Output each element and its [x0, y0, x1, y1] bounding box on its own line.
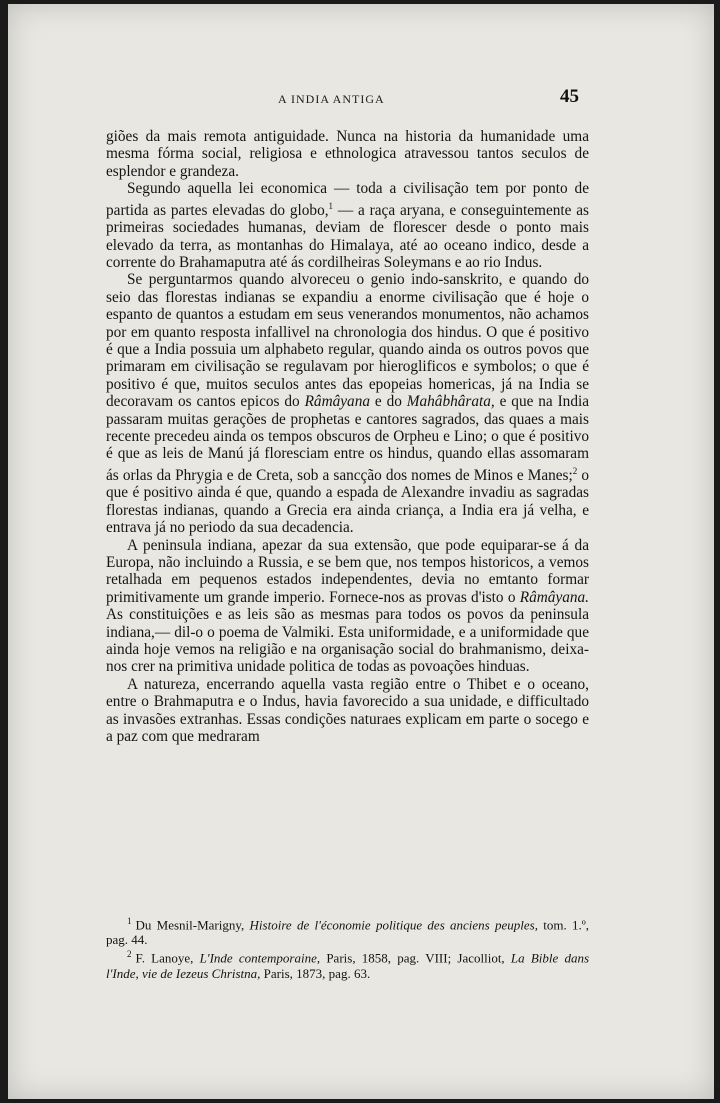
body-text [106, 128, 589, 745]
page-header [8, 86, 714, 114]
page-number: 45 [560, 86, 579, 107]
paragraph-3: Se perguntarmos quando alvoreceu o genio indo-sanskrito, e quando do seio das florestas indianas se expandiu a enorme civilisação que é hoje o espanto de quantos a estudam em seus venerandos monumentos, não achamos por em quanto resposta infallivel na chronologia dos hindus. O que é positivo é que a India possuia um alphabeto regular, quando ainda os outros povos que primaram em civilisação se regulavam por hieroglificos e symbolos; o que é positivo é que, muitos seculos antes das epopeias homericas, já na India se decoravam os cantos epicos do Râmâyana e do Mahâbhârata, e que na India passaram muitas gerações de prophetas e cantores sagrados, das quaes a mais recente precedeu ainda os tempos obscuros de Orpheu e Lino; o que é positivo é que as leis de Manú já floresciam entre os hindus, quando ellas assomaram ás orlas da Phrygia e de Creta, sob a sancção dos nomes de Minos e Manes;$^2$ o que é positivo ainda é que, quando a espada de Alexandre invadiu as sagradas florestas indianas, quando a Grecia era ainda criança, a India era já velha, e entrava já no periodo da sua decadencia. [106, 271, 590, 537]
work-title-ramayana-2: Râmâyana. [519, 588, 589, 606]
paragraph-1: giões da mais remota antiguidade. Nunca na historia da humanidade uma mesma fórma social, religiosa e ethnologica atravessou tantos seculos de esplendor e grandeza. [106, 128, 589, 180]
work-title-mahabharata: Mahâbhârata, [406, 393, 495, 411]
footnotes [106, 914, 589, 981]
footnote-1: $^1$ Du Mesnil-Marigny, Histoire de l'économie politique des anciens peuples, tom. 1.º, pag. 44. [106, 916, 589, 948]
footnote-ref-2: 2 [572, 465, 578, 476]
footnote-ref-1: 1 [328, 200, 334, 211]
book-page [8, 4, 714, 1099]
paragraph-2: Segundo aquella lei economica — toda a civilisação tem por ponto de partida as partes elevadas do globo,$^1$ — a raça aryana, e conseguintemente as primeiras sociedades humanas, deviam de florescer desde o ponto mais elevado da terra, as montanhas do Himalaya, até ao oceano indico, desde a corrente do Brahamaputra até ás cordilheiras Soleymans e ao rio Indus. [106, 180, 590, 271]
paragraph-5: A natureza, encerrando aquella vasta região entre o Thibet e o oceano, entre o Brahmaputra e o Indus, havia favorecido a sua unidade, e difficultado as invasões extranhas. Essas condições naturaes explicam em parte o socego e a paz com que medraram [106, 675, 589, 745]
footnote-2: $^2$ F. Lanoye, L'Inde contemporaine, Paris, 1858, pag. VIII; Jacolliot, La Bible dans l'Inde, vie de Iezeus Christna, Paris, 1873, pag. 63. [106, 949, 590, 981]
running-title: A INDIA ANTIGA [278, 92, 385, 106]
paragraph-4: A peninsula indiana, apezar da sua extensão, que pode equiparar-se á da Europa, não incluindo a Russia, e se bem que, nos tempos historicos, a vemos retalhada em pequenos estados independentes, devia no emtanto formar primitivamente um grande imperio. Fornece-nos as provas d'isto o Râmâyana. As constituições e as leis são as mesmas para todos os povos da peninsula indiana,— dil-o o poema de Valmiki. Esta uniformidade, e a uniformidade que ainda hoje vemos na religião e na organisação social do brahmanismo, deixa-nos crer na primitiva unidade politica de todas as povoações hinduas. [106, 536, 589, 676]
work-title-ramayana: Râmâyana [304, 393, 371, 411]
